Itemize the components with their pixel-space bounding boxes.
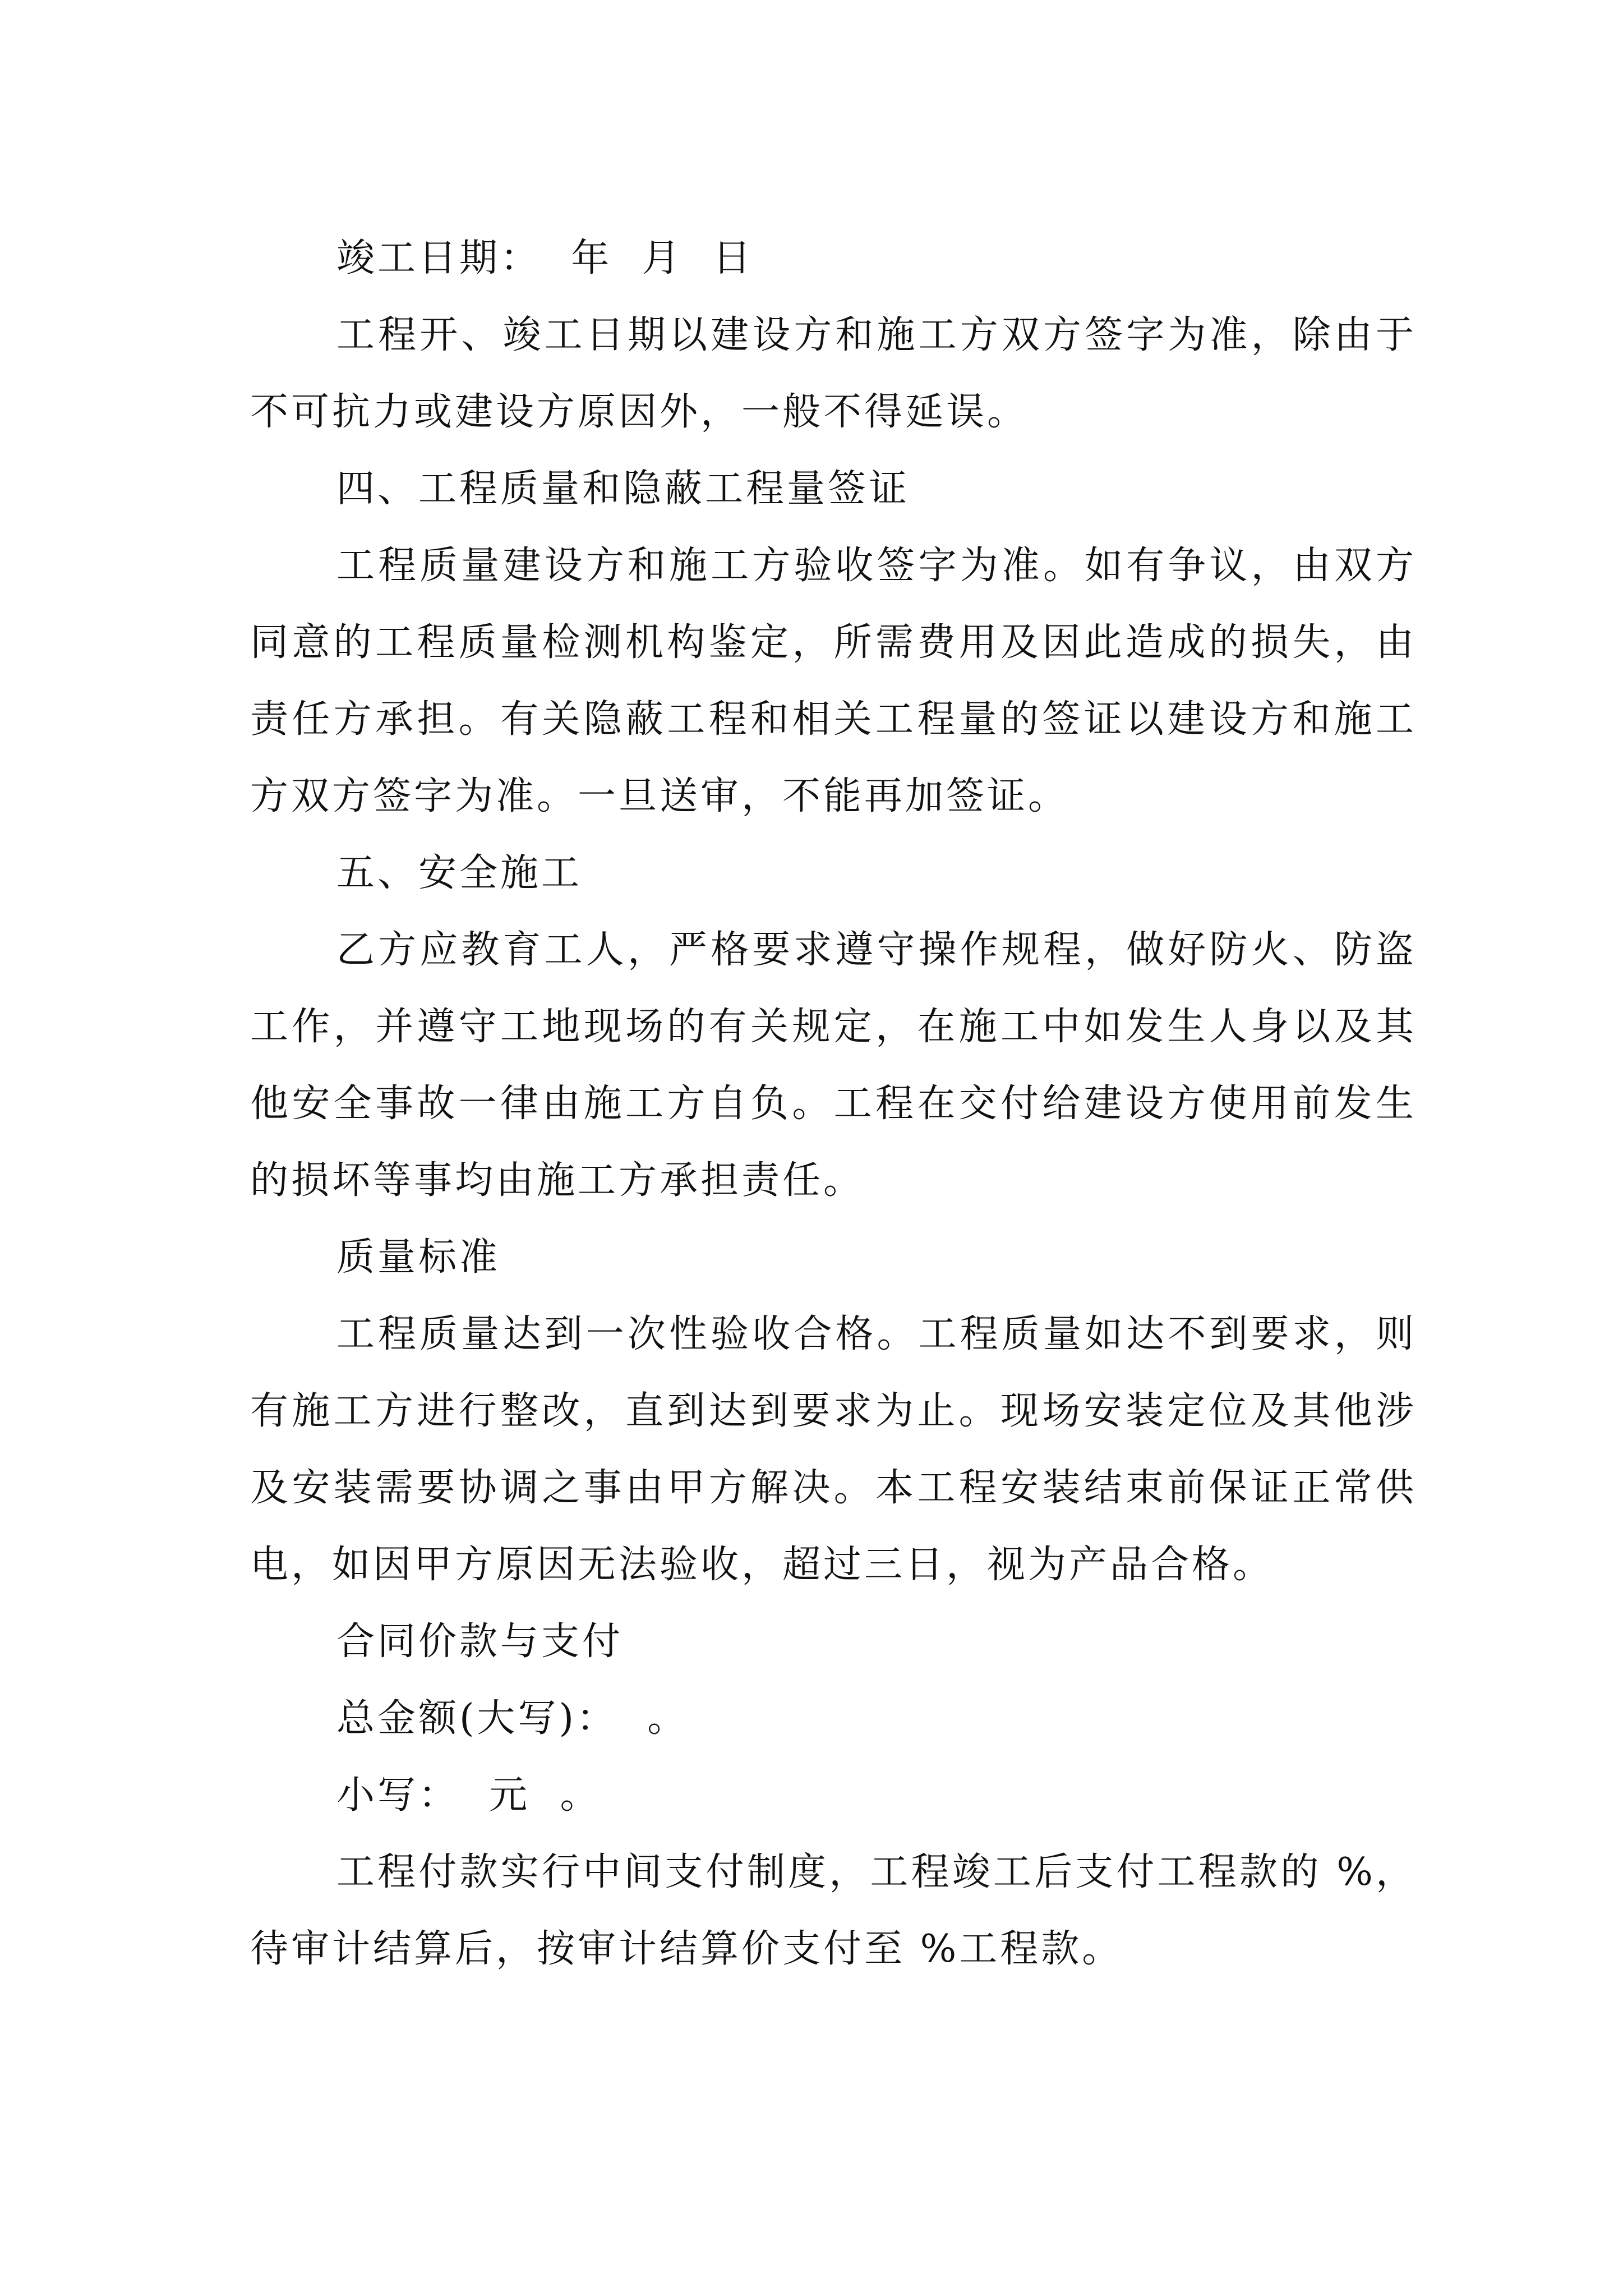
schedule-clause: 工程开、竣工日期以建设方和施工方双方签字为准，除由于不可抗力或建设方原因外，一般不得延误。 (250, 313, 1417, 434)
section-heading-quality-visa: 四、工程质量和隐蔽工程量签证 (336, 467, 910, 511)
total-amount-figures-line: 小写： 元 。 (336, 1773, 601, 1818)
quality-visa-clause: 工程质量建设方和施工方验收签字为准。如有争议，由双方同意的工程质量检测机构鉴定，所需费用及因此造成的损失，由责任方承担。有关隐蔽工程和相关工程量的签证以建设方和施工方双方签字为准。一旦送审，不能再加签证。 (250, 544, 1417, 818)
payment-clause: 工程付款实行中间支付制度，工程竣工后支付工程款的 %，待审计结算后，按审计结算价支付至 %工程款。 (250, 1850, 1417, 1971)
completion-date-line: 竣工日期： 年 月 日 (336, 236, 754, 280)
section-heading-quality-standard: 质量标准 (336, 1235, 501, 1280)
quality-standard-clause: 工程质量达到一次性验收合格。工程质量如达不到要求，则有施工方进行整改，直到达到要求为止。现场安装定位及其他涉及安装需要协调之事由甲方解决。本工程安装结束前保证正常供电，如因甲方原因无法验收，超过三日，视为产品合格。 (250, 1312, 1417, 1587)
safety-clause: 乙方应教育工人，严格要求遵守操作规程，做好防火、防盗工作，并遵守工地现场的有关规定，在施工中如发生人身以及其他安全事故一律由施工方自负。工程在交付给建设方使用前发生的损坏等事均由施工方承担责任。 (250, 928, 1417, 1203)
document-body (250, 220, 1417, 1987)
section-heading-safety: 五、安全施工 (336, 851, 583, 895)
total-amount-words-line: 总金额(大写)： 。 (336, 1696, 689, 1741)
section-heading-price-payment: 合同价款与支付 (336, 1619, 624, 1664)
